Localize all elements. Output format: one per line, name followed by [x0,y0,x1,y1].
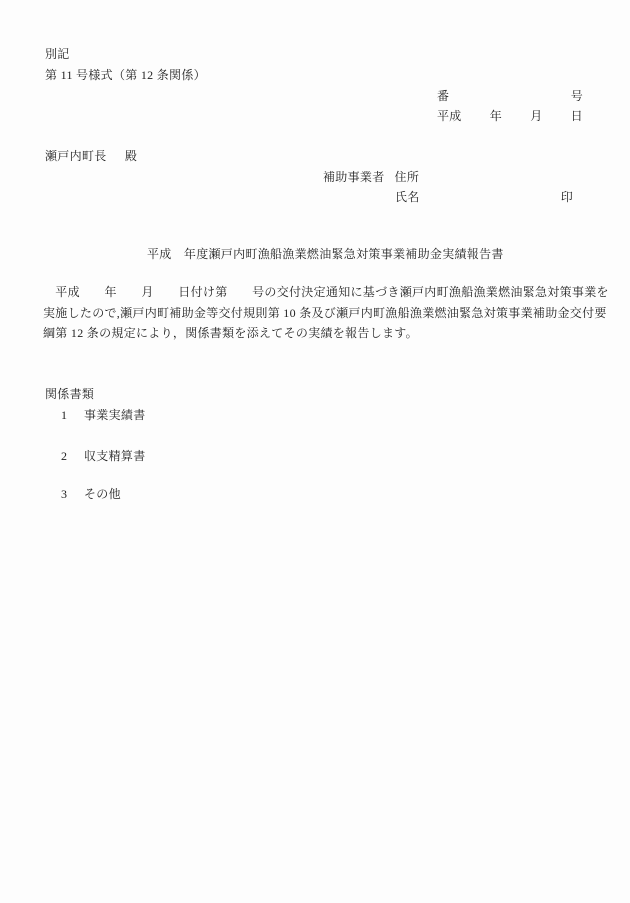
attachment-number: 1 [61,408,68,422]
address-label: 住所 [394,170,420,184]
addressee-line [45,146,137,167]
applicant-address-line [323,168,573,188]
month-label: 月 [530,109,543,123]
attachment-text: 収支精算書 [84,449,146,463]
body-paragraph [43,282,609,344]
attachment-text: 事業実績書 [84,408,146,422]
attachment-number: 2 [61,449,68,463]
body-line: 実施したので,瀬戸内町補助金等交付規則第 10 条及び瀬戸内町漁船漁業燃油緊急対策事業補助金交付要 [43,305,607,320]
attachment-item [61,446,146,467]
body-line: 綱第 12 条の規定により，関係書類を添えてその実績を報告します。 [43,326,418,340]
doc-number-suffix: 号 [570,89,583,103]
document-title: 平成 年度瀬戸内町漁船漁業燃油緊急対策事業補助金実績報告書 [147,247,504,261]
year-label: 年 [489,109,503,123]
doc-number-prefix: 番 [437,89,450,103]
date-line [437,106,583,127]
attachment-text: その他 [84,487,121,501]
name-label: 氏名 [395,189,420,204]
applicant-name-line [323,188,573,208]
seal-label: 印 [560,189,573,204]
form-number: 第 11 号様式（第 12 条関係） [45,68,206,82]
applicant-label: 補助事業者 [323,170,385,184]
attachment-number: 3 [61,487,68,501]
attachment-item [61,484,121,505]
attachment-item [61,405,146,426]
document-number-line [437,86,583,107]
body-line: 平成 年 月 日付け第 号の交付決定通知に基づき瀬戸内町漁船漁業燃油緊急対策事業を [43,285,609,299]
annex-note: 別記 [45,47,70,61]
era-label: 平成 [437,109,462,123]
applicant-block [323,168,573,207]
day-label: 日 [570,109,583,123]
addressee-honorific: 殿 [124,149,138,163]
attachments-heading: 関係書類 [45,387,95,401]
addressee-name: 瀬戸内町長 [45,149,107,163]
